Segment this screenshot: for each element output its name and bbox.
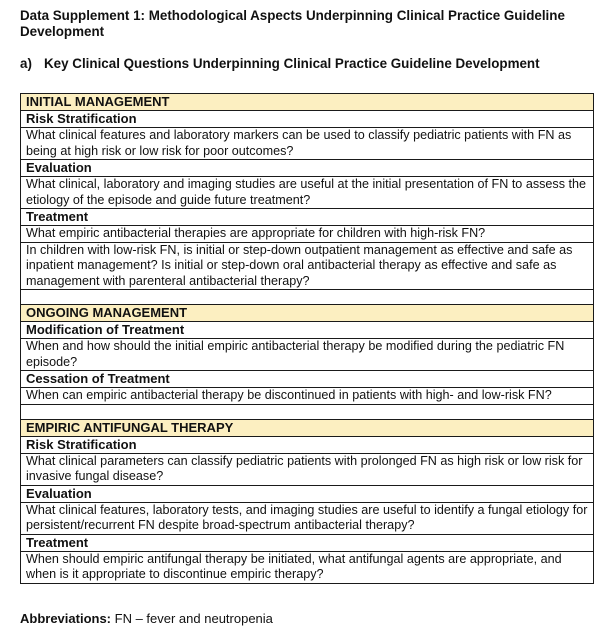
- subheading-row: [21, 111, 594, 128]
- question-row: [21, 551, 594, 583]
- abbreviations-note: [20, 611, 590, 627]
- section-header-row: [21, 419, 594, 436]
- subheading: Cessation of Treatment: [21, 371, 594, 388]
- subheading-row: [21, 534, 594, 551]
- subtitle-label: a): [20, 56, 32, 71]
- question-text: When and how should the initial empiric antibacterial therapy be modified during the pediatric FN episode?: [21, 339, 594, 371]
- question-text: When can empiric antibacterial therapy be discontinued in patients with high- and low-risk FN?: [21, 388, 594, 405]
- subheading-row: [21, 322, 594, 339]
- subheading: Treatment: [21, 534, 594, 551]
- section-heading: ONGOING MANAGEMENT: [21, 305, 594, 322]
- subheading-row: [21, 371, 594, 388]
- section-subtitle: [20, 56, 590, 72]
- question-row: [21, 339, 594, 371]
- question-text: What clinical features and laboratory markers can be used to classify pediatric patients with FN as being at high risk or low risk for poor outcomes?: [21, 128, 594, 160]
- abbreviations-text: FN – fever and neutropenia: [114, 611, 273, 626]
- document-title: Data Supplement 1: Methodological Aspects Underpinning Clinical Practice Guideline Development: [20, 8, 565, 39]
- question-text: When should empiric antifungal therapy be initiated, what antifungal agents are appropriate, and when is it appropriate to discontinue empiric therapy?: [21, 551, 594, 583]
- question-row: [21, 226, 594, 243]
- section-header-row: [21, 94, 594, 111]
- subheading: Evaluation: [21, 160, 594, 177]
- question-row: [21, 388, 594, 405]
- section-heading: INITIAL MANAGEMENT: [21, 94, 594, 111]
- subtitle-text: Key Clinical Questions Underpinning Clinical Practice Guideline Development: [44, 56, 540, 71]
- subheading-row: [21, 485, 594, 502]
- question-row: [21, 453, 594, 485]
- subheading: Evaluation: [21, 485, 594, 502]
- question-text: What empiric antibacterial therapies are appropriate for children with high-risk FN?: [21, 226, 594, 243]
- question-text: In children with low-risk FN, is initial or step-down outpatient management as effective and safe as inpatient management? Is initial or step-down oral antibacterial therapy as effective and safe as management with parenteral antibacterial therapy?: [21, 242, 594, 290]
- subheading-row: [21, 160, 594, 177]
- subheading: Risk Stratification: [21, 111, 594, 128]
- question-row: [21, 502, 594, 534]
- abbreviations-label: Abbreviations:: [20, 611, 112, 626]
- question-row: [21, 177, 594, 209]
- question-text: What clinical, laboratory and imaging studies are useful at the initial presentation of FN to assess the etiology of the episode and guide future treatment?: [21, 177, 594, 209]
- clinical-questions-table: [20, 93, 594, 584]
- spacer-row: [21, 290, 594, 305]
- spacer-cell: [21, 290, 594, 305]
- section-heading: EMPIRIC ANTIFUNGAL THERAPY: [21, 419, 594, 436]
- spacer-cell: [21, 404, 594, 419]
- question-text: What clinical parameters can classify pediatric patients with prolonged FN as high risk or low risk for invasive fungal disease?: [21, 453, 594, 485]
- section-header-row: [21, 305, 594, 322]
- question-text: What clinical features, laboratory tests, and imaging studies are useful to identify a fungal etiology for persistent/recurrent FN despite broad-spectrum antibacterial therapy?: [21, 502, 594, 534]
- question-row: [21, 242, 594, 290]
- subheading-row: [21, 209, 594, 226]
- subheading: Modification of Treatment: [21, 322, 594, 339]
- subheading: Risk Stratification: [21, 436, 594, 453]
- question-row: [21, 128, 594, 160]
- spacer-row: [21, 404, 594, 419]
- subheading-row: [21, 436, 594, 453]
- subheading: Treatment: [21, 209, 594, 226]
